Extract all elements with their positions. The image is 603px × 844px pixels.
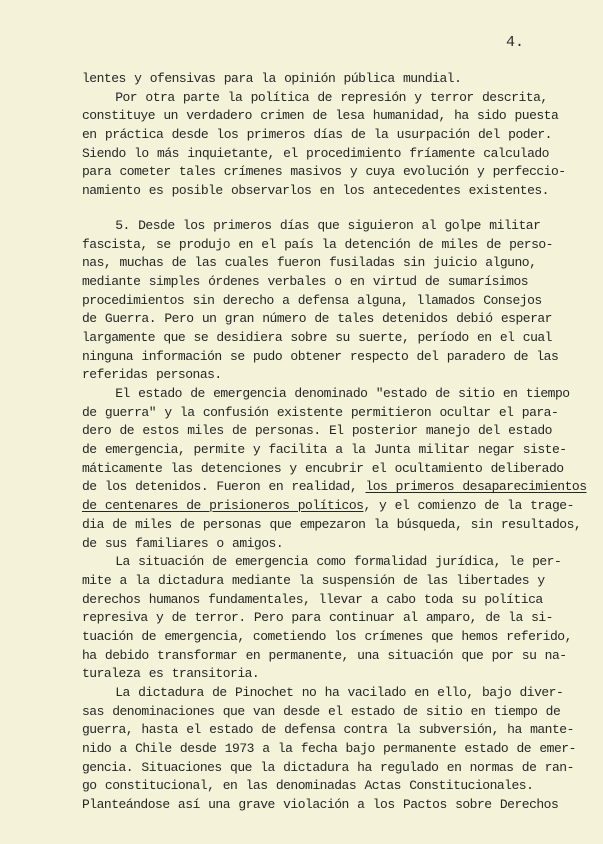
text-line: máticamente las detenciones y encubrir el ocultamiento deliberado [82, 460, 564, 476]
text-line: mediante simples órdenes verbales o en virtud de sumarísimos [82, 273, 529, 289]
text-line: represiva y de terror. Pero para continuar al amparo, de la si- [82, 610, 553, 626]
text-line: namiento es posible observarlos en los antecedentes existentes. [82, 183, 549, 199]
text-line: La situación de emergencia como formalidad jurídica, le per- [82, 554, 562, 570]
text-segment: de los detenidos. Fueron en realidad, [82, 479, 366, 495]
text-line: dero de estos miles de personas. El posterior manejo del estado [82, 423, 552, 439]
paragraph [82, 385, 587, 553]
text-line: dia de miles de personas que empezaron la búsqueda, sin resultados, [82, 516, 582, 532]
text-line: de Guerra. Pero un gran número de tales detenidos debió esperar [82, 311, 552, 327]
text-line: La dictadura de Pinochet no ha vacilado en ello, bajo diver- [82, 685, 564, 700]
text-line: procedimientos sin derecho a defensa alguna, llamados Consejos [82, 292, 542, 308]
text-line: Por otra parte la política de represión y terror descrita, [82, 89, 548, 105]
document-body [82, 70, 587, 815]
text-line: mite a la dictadura mediante la suspensión de las libertades y [82, 572, 545, 588]
text-line: tuación de emergencia, cometiendo los crímenes que hemos referido, [82, 628, 572, 644]
text-line: turaleza es transitoria. [82, 666, 260, 682]
text-line: de emergencia, permite y facilita a la Junta militar negar siste- [82, 442, 567, 458]
paragraph [82, 684, 576, 815]
paragraph-gap [82, 201, 552, 217]
text-line: 5. Desde los primeros días que siguieron al golpe militar [82, 217, 541, 233]
text-segment: , y el comienzo de la trage- [363, 498, 574, 514]
paragraph [82, 70, 566, 201]
text-line: sas denominaciones que van desde el estado de sitio en tiempo de [82, 703, 561, 719]
underlined-text: de centenares de prisioneros políticos [82, 498, 364, 514]
text-line: Siendo lo más inquietante, el procedimiento fríamente calculado [82, 145, 549, 161]
text-line: largamente que se desidiera sobre su suerte, período en el cual [82, 329, 552, 345]
text-line: go constitucional, en las denominadas Actas Constitucionales. [82, 778, 534, 794]
text-line: lentes y ofensivas para la opinión pública mundial. [82, 71, 462, 86]
text-line: derechos humanos fundamentales, llevar a cabo toda su política [82, 591, 543, 607]
text-line: ninguna información se pudo obtener respecto del paradero de las [82, 348, 559, 364]
text-line: nas, muchas de las cuales fueron fusiladas sin juicio alguno, [82, 255, 537, 271]
text-line: gencia. Situaciones que la dictadura ha regulado en normas de ran- [82, 759, 574, 775]
text-line: El estado de emergencia denominado "estado de sitio en tiempo [82, 386, 570, 401]
text-line: de sus familiares o amigos. [82, 535, 284, 551]
text-line: de guerra" y la confusión existente permitieron ocultar el para- [82, 404, 559, 420]
text-line: referidas personas. [82, 367, 222, 383]
text-line: nido a Chile desde 1973 a la fecha bajo permanente estado de emer- [82, 741, 576, 757]
text-line: para cometer tales crímenes masivos y cuya evolución y perfeccio- [82, 164, 566, 180]
text-line: guerra, hasta el estado de defensa contra la subversión, ha mante- [82, 722, 574, 738]
text-line: constituye un verdadero crimen de lesa humanidad, ha sido puesta [82, 108, 559, 124]
underlined-text: los primeros desaparecimientos [365, 479, 587, 495]
text-line: en práctica desde los primeros días de la usurpación del poder. [82, 127, 552, 143]
text-line: ha debido transformar en permanente, una situación que por su na- [82, 647, 567, 663]
page-number: 4. [506, 34, 525, 51]
paragraph [82, 217, 559, 385]
text-line [82, 478, 587, 497]
text-line [82, 497, 574, 516]
paragraph [82, 553, 572, 684]
text-line: fascista, se produjo en el país la detención de miles de perso- [82, 236, 553, 252]
text-line: Planteándose así una grave violación a los Pactos sobre Derechos [82, 797, 559, 813]
